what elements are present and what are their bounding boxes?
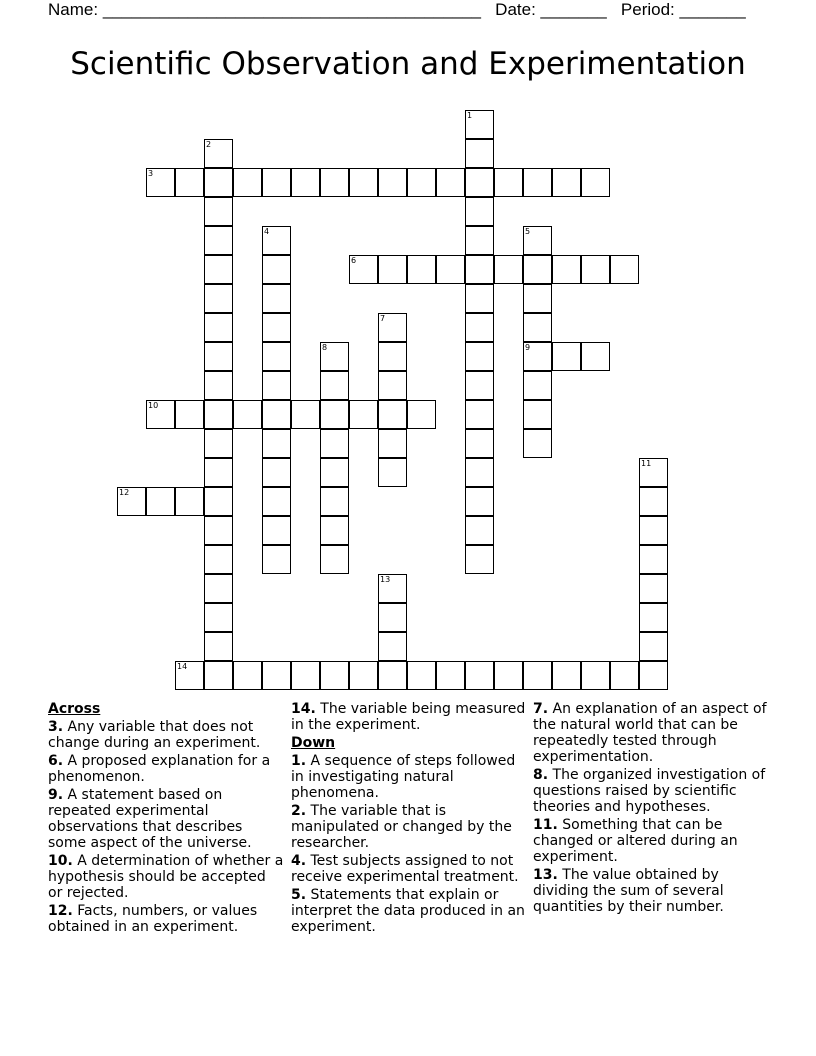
crossword-cell[interactable] <box>146 487 175 516</box>
crossword-cell[interactable] <box>378 255 407 284</box>
crossword-cell[interactable] <box>378 342 407 371</box>
clue-item <box>291 803 527 851</box>
crossword-cell[interactable] <box>349 168 378 197</box>
clue-item <box>291 887 527 935</box>
crossword-cell[interactable] <box>262 400 291 429</box>
clue-item-text: A sequence of steps followed in investigating natural phenomena. <box>291 753 516 801</box>
crossword-cell[interactable] <box>465 516 494 545</box>
crossword-cell[interactable] <box>262 487 291 516</box>
clue-item <box>533 817 773 865</box>
crossword-cell[interactable] <box>581 661 610 690</box>
clue-item-text: Test subjects assigned to not receive experimental treatment. <box>291 853 519 885</box>
crossword-cell[interactable] <box>233 400 262 429</box>
clue-item-number: 1. <box>291 753 307 769</box>
crossword-cell[interactable] <box>523 313 552 342</box>
crossword-cell[interactable] <box>349 661 378 690</box>
crossword-cell[interactable] <box>523 255 552 284</box>
crossword-cell[interactable] <box>465 545 494 574</box>
crossword-cell[interactable] <box>175 168 204 197</box>
clue-item-text: A proposed explanation for a phenomenon. <box>48 753 271 785</box>
crossword-cell[interactable] <box>465 284 494 313</box>
clue-item-number: 5. <box>291 887 307 903</box>
clue-item-text: The variable being measured in the experiment. <box>291 701 526 733</box>
crossword-cell[interactable] <box>146 168 175 197</box>
crossword-cell[interactable] <box>610 255 639 284</box>
crossword-cell[interactable] <box>204 632 233 661</box>
crossword-cell[interactable] <box>204 313 233 342</box>
crossword-cell[interactable] <box>378 168 407 197</box>
name-label: Name: <box>48 0 99 19</box>
clue-item <box>48 853 284 901</box>
crossword-cell[interactable] <box>465 168 494 197</box>
crossword-cell[interactable] <box>378 574 407 603</box>
clue-item-number: 13. <box>533 867 558 883</box>
crossword-cell[interactable] <box>378 661 407 690</box>
crossword-cell[interactable] <box>523 371 552 400</box>
crossword-cell[interactable] <box>639 516 668 545</box>
crossword-cell[interactable] <box>320 429 349 458</box>
crossword-cell[interactable] <box>320 400 349 429</box>
crossword-cell[interactable] <box>146 400 175 429</box>
crossword-cell[interactable] <box>320 342 349 371</box>
name-field[interactable]: ________________________________________ <box>102 0 481 19</box>
crossword-cell[interactable] <box>465 110 494 139</box>
crossword-cell[interactable] <box>204 516 233 545</box>
crossword-cell[interactable] <box>523 168 552 197</box>
crossword-cell[interactable] <box>494 661 523 690</box>
crossword-cell[interactable] <box>233 168 262 197</box>
crossword-cell[interactable] <box>204 400 233 429</box>
crossword-cell[interactable] <box>523 226 552 255</box>
clue-item-number: 7. <box>533 701 549 717</box>
clue-item-text: Any variable that does not change during an experiment. <box>48 719 261 751</box>
clue-item-text: Something that can be changed or altered during an experiment. <box>533 817 738 865</box>
crossword-cell[interactable] <box>523 342 552 371</box>
crossword-cell[interactable] <box>465 226 494 255</box>
crossword-cell[interactable] <box>639 632 668 661</box>
crossword-cell[interactable] <box>204 226 233 255</box>
crossword-cell[interactable] <box>639 487 668 516</box>
period-label: Period: <box>620 0 675 19</box>
crossword-cell[interactable] <box>175 661 204 690</box>
clue-number: 2 <box>206 140 212 149</box>
crossword-cell[interactable] <box>262 545 291 574</box>
crossword-cell[interactable] <box>552 661 581 690</box>
clue-item <box>291 701 527 733</box>
crossword-cell[interactable] <box>552 255 581 284</box>
clues-column-1 <box>48 701 284 937</box>
crossword-cell[interactable] <box>262 429 291 458</box>
crossword-cell[interactable] <box>320 458 349 487</box>
crossword-cell[interactable] <box>523 429 552 458</box>
crossword-cell[interactable] <box>407 400 436 429</box>
clue-number: 3 <box>148 169 154 178</box>
crossword-cell[interactable] <box>378 429 407 458</box>
crossword-cell[interactable] <box>204 371 233 400</box>
crossword-cell[interactable] <box>465 429 494 458</box>
crossword-cell[interactable] <box>320 661 349 690</box>
crossword-cell[interactable] <box>639 458 668 487</box>
crossword-cell[interactable] <box>523 284 552 313</box>
crossword-cell[interactable] <box>204 458 233 487</box>
clues-heading: Down <box>291 735 336 751</box>
clue-item-number: 10. <box>48 853 73 869</box>
crossword-cell[interactable] <box>320 168 349 197</box>
crossword-cell[interactable] <box>639 661 668 690</box>
clue-number: 8 <box>322 343 328 352</box>
clue-number: 1 <box>467 111 473 120</box>
crossword-cell[interactable] <box>262 168 291 197</box>
crossword-cell[interactable] <box>204 139 233 168</box>
clue-item <box>291 753 527 801</box>
clue-number: 7 <box>380 314 386 323</box>
clue-item-text: The value obtained by dividing the sum of several quantities by their number. <box>533 867 724 915</box>
clue-item <box>533 767 773 815</box>
clue-number: 11 <box>641 459 652 468</box>
clue-item <box>48 719 284 751</box>
crossword-cell[interactable] <box>204 168 233 197</box>
crossword-cell[interactable] <box>581 342 610 371</box>
clue-item <box>533 867 773 915</box>
crossword-cell[interactable] <box>639 603 668 632</box>
crossword-cell[interactable] <box>204 574 233 603</box>
clues-column-3 <box>533 701 773 917</box>
crossword-cell[interactable] <box>465 661 494 690</box>
clue-number: 10 <box>148 401 159 410</box>
crossword-cell[interactable] <box>436 661 465 690</box>
crossword-cell[interactable] <box>320 516 349 545</box>
crossword-cell[interactable] <box>349 255 378 284</box>
crossword-cell[interactable] <box>407 661 436 690</box>
crossword-cell[interactable] <box>523 400 552 429</box>
clue-item-number: 3. <box>48 719 64 735</box>
clue-item-number: 2. <box>291 803 307 819</box>
crossword-cell[interactable] <box>262 313 291 342</box>
clue-item-number: 14. <box>291 701 316 717</box>
crossword-cell[interactable] <box>175 487 204 516</box>
crossword-cell[interactable] <box>204 545 233 574</box>
clue-item-text: The organized investigation of questions raised by scientific theories and hypotheses. <box>533 767 766 815</box>
crossword-cell[interactable] <box>552 168 581 197</box>
crossword-cell[interactable] <box>465 197 494 226</box>
crossword-cell[interactable] <box>320 487 349 516</box>
crossword-cell[interactable] <box>494 255 523 284</box>
clue-item <box>291 853 527 885</box>
clue-item-text: A determination of whether a hypothesis should be accepted or rejected. <box>48 853 284 901</box>
crossword-cell[interactable] <box>262 284 291 313</box>
crossword-cell[interactable] <box>320 545 349 574</box>
clue-item-number: 11. <box>533 817 558 833</box>
clue-item <box>533 701 773 765</box>
crossword-cell[interactable] <box>262 661 291 690</box>
crossword-cell[interactable] <box>465 400 494 429</box>
crossword-cell[interactable] <box>204 429 233 458</box>
crossword-cell[interactable] <box>262 458 291 487</box>
clue-number: 4 <box>264 227 270 236</box>
crossword-cell[interactable] <box>581 255 610 284</box>
crossword-cell[interactable] <box>291 661 320 690</box>
crossword-cell[interactable] <box>436 255 465 284</box>
date-field[interactable]: _______ <box>540 0 607 19</box>
crossword-cell[interactable] <box>378 603 407 632</box>
clue-item-text: The variable that is manipulated or changed by the researcher. <box>291 803 512 851</box>
clue-item-number: 9. <box>48 787 64 803</box>
crossword-cell[interactable] <box>262 255 291 284</box>
crossword-cell[interactable] <box>465 139 494 168</box>
clues-heading: Across <box>48 701 101 717</box>
crossword-cell[interactable] <box>465 313 494 342</box>
crossword-cell[interactable] <box>204 197 233 226</box>
clues-column-2 <box>291 701 527 937</box>
clue-item-number: 4. <box>291 853 307 869</box>
clue-item-number: 12. <box>48 903 73 919</box>
crossword-cell[interactable] <box>204 661 233 690</box>
clue-item <box>48 753 284 785</box>
crossword-cell[interactable] <box>262 342 291 371</box>
clue-number: 9 <box>525 343 531 352</box>
period-field[interactable]: _______ <box>679 0 746 19</box>
crossword-cell[interactable] <box>465 342 494 371</box>
clue-number: 12 <box>119 488 130 497</box>
clue-number: 13 <box>380 575 391 584</box>
crossword-cell[interactable] <box>233 661 262 690</box>
crossword-cell[interactable] <box>378 313 407 342</box>
crossword-cell[interactable] <box>378 458 407 487</box>
crossword-cell[interactable] <box>610 661 639 690</box>
clue-number: 6 <box>351 256 357 265</box>
date-label: Date: <box>495 0 536 19</box>
crossword-cell[interactable] <box>465 487 494 516</box>
clue-item-number: 6. <box>48 753 64 769</box>
crossword-cell[interactable] <box>204 487 233 516</box>
clue-item-text: Facts, numbers, or values obtained in an experiment. <box>48 903 258 935</box>
page-title: Scientific Observation and Experimentation <box>70 46 746 82</box>
clue-item <box>48 787 284 851</box>
crossword-cell[interactable] <box>320 371 349 400</box>
crossword-cell[interactable] <box>581 168 610 197</box>
clue-item-text: A statement based on repeated experimental observations that describes some aspect of the universe. <box>48 787 252 851</box>
crossword-cell[interactable] <box>204 603 233 632</box>
crossword-cell[interactable] <box>407 255 436 284</box>
crossword-cell[interactable] <box>465 458 494 487</box>
crossword-cell[interactable] <box>204 255 233 284</box>
clue-item <box>48 903 284 935</box>
crossword-cell[interactable] <box>175 400 204 429</box>
crossword-cell[interactable] <box>378 400 407 429</box>
clue-item-text: An explanation of an aspect of the natural world that can be repeatedly tested through experimentation. <box>533 701 767 765</box>
crossword-cell[interactable] <box>117 487 146 516</box>
crossword-cell[interactable] <box>378 632 407 661</box>
clue-item-number: 8. <box>533 767 549 783</box>
crossword-cell[interactable] <box>291 400 320 429</box>
crossword-cell[interactable] <box>639 545 668 574</box>
crossword-cell[interactable] <box>204 284 233 313</box>
crossword-cell[interactable] <box>204 342 233 371</box>
crossword-cell[interactable] <box>262 226 291 255</box>
crossword-cell[interactable] <box>436 168 465 197</box>
crossword-cell[interactable] <box>465 371 494 400</box>
crossword-cell[interactable] <box>349 400 378 429</box>
crossword-cell[interactable] <box>552 342 581 371</box>
crossword-cell[interactable] <box>639 574 668 603</box>
clue-number: 14 <box>177 662 188 671</box>
crossword-cell[interactable] <box>494 168 523 197</box>
crossword-cell[interactable] <box>378 371 407 400</box>
crossword-cell[interactable] <box>262 516 291 545</box>
crossword-cell[interactable] <box>465 255 494 284</box>
crossword-cell[interactable] <box>262 371 291 400</box>
crossword-cell[interactable] <box>291 168 320 197</box>
clue-number: 5 <box>525 227 531 236</box>
crossword-cell[interactable] <box>407 168 436 197</box>
clue-item-text: Statements that explain or interpret the data produced in an experiment. <box>291 887 525 935</box>
crossword-cell[interactable] <box>523 661 552 690</box>
